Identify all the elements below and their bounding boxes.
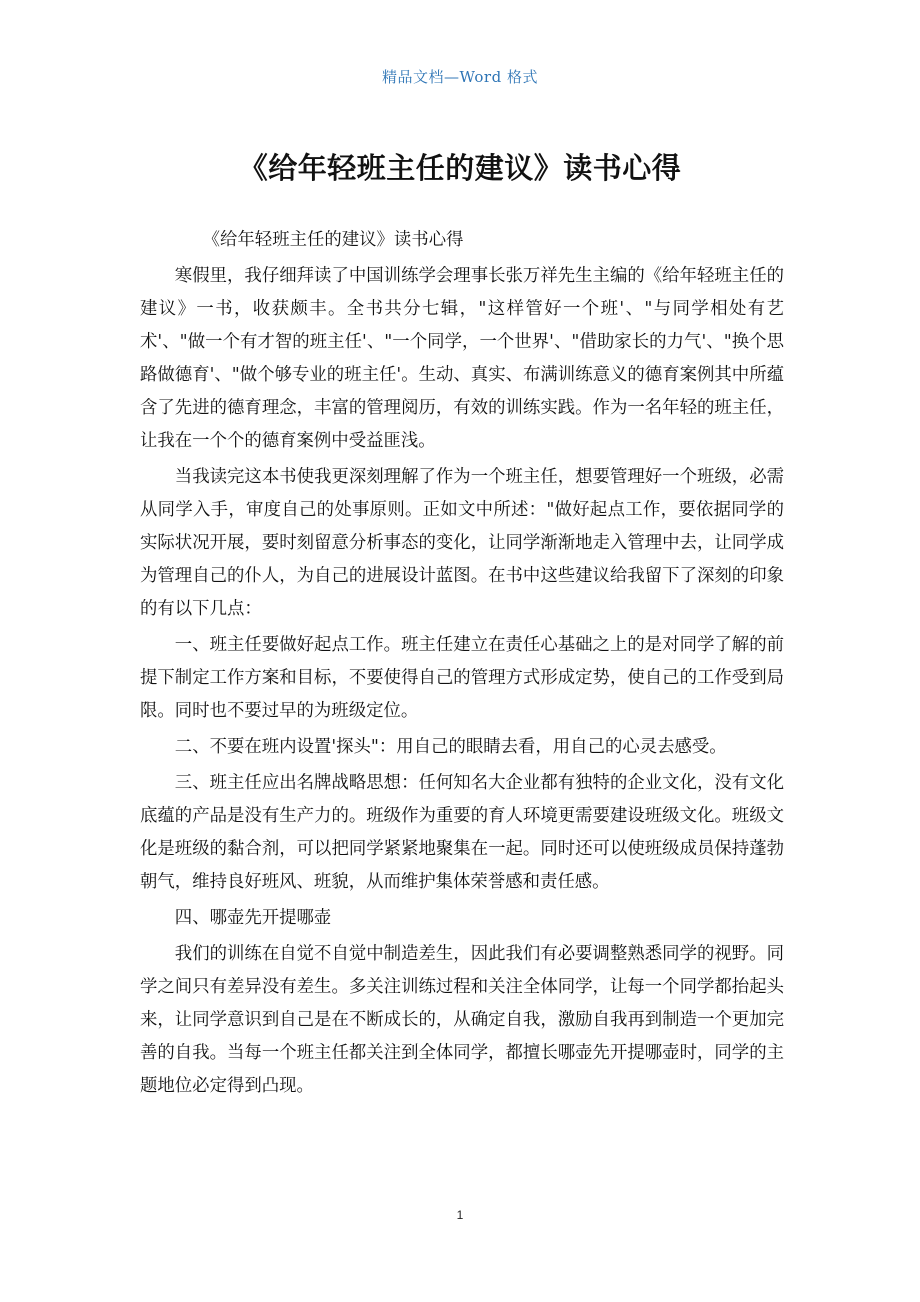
paragraph: 寒假里，我仔细拜读了中国训练学会理事长张万祥先生主编的《给年轻班主任的建议》一书，收获颇丰。全书共分七辑，"这样管好一个班'、"与同学相处有艺术'、"做一个有才智的班主任'、"一个同学，一个世界'、"借助家长的力气'、"换个思路做德育'、"做个够专业的班主任'。生动、真实、布满训练意义的德育案例其中所蕴含了先进的德育理念，丰富的管理阅历，有效的训练实践。作为一名年轻的班主任，让我在一个个的德育案例中受益匪浅。 (140, 266, 784, 451)
document-title: 《给年轻班主任的建议》读书心得 (238, 151, 682, 185)
paragraph: 三、班主任应出名牌战略思想：任何知名大企业都有独特的企业文化，没有文化底蕴的产品是没有生产力的。班级作为重要的育人环境更需要建设班级文化。班级文化是班级的黏合剂，可以把同学紧紧地聚集在一起。同时还可以使班级成员保持蓬勃朝气，维持良好班风、班貌，从而维护集体荣誉感和责任感。 (140, 773, 784, 892)
paragraph: 我们的训练在自觉不自觉中制造差生，因此我们有必要调整熟悉同学的视野。同学之间只有差异没有差生。多关注训练过程和关注全体同学，让每一个同学都抬起头来，让同学意识到自己是在不断成长的，从确定自我，激励自我再到制造一个更加完善的自我。当每一个班主任都关注到全体同学，都擅长哪壶先开提哪壶时，同学的主题地位必定得到凸现。 (140, 944, 784, 1096)
paragraph: 一、班主任要做好起点工作。班主任建立在责任心基础之上的是对同学了解的前提下制定工作方案和目标，不要使得自己的管理方式形成定势，使自己的工作受到局限。同时也不要过早的为班级定位。 (140, 635, 784, 721)
document-subtitle: 《给年轻班主任的建议》读书心得 (202, 230, 464, 250)
page-header: 精品文档—Word 格式 (382, 68, 538, 86)
document-body (140, 224, 784, 1106)
page-number: 1 (456, 1208, 464, 1222)
paragraph: 四、哪壶先开提哪壶 (174, 908, 332, 928)
paragraph: 二、不要在班内设置'探头"：用自己的眼睛去看，用自己的心灵去感受。 (174, 737, 727, 757)
paragraph: 当我读完这本书使我更深刻理解了作为一个班主任，想要管理好一个班级，必需从同学入手，审度自己的处事原则。正如文中所述："做好起点工作，要依据同学的实际状况开展，要时刻留意分析事态的变化，让同学渐渐地走入管理中去，让同学成为管理自己的仆人，为自己的进展设计蓝图。在书中这些建议给我留下了深刻的印象的有以下几点： (140, 467, 784, 619)
